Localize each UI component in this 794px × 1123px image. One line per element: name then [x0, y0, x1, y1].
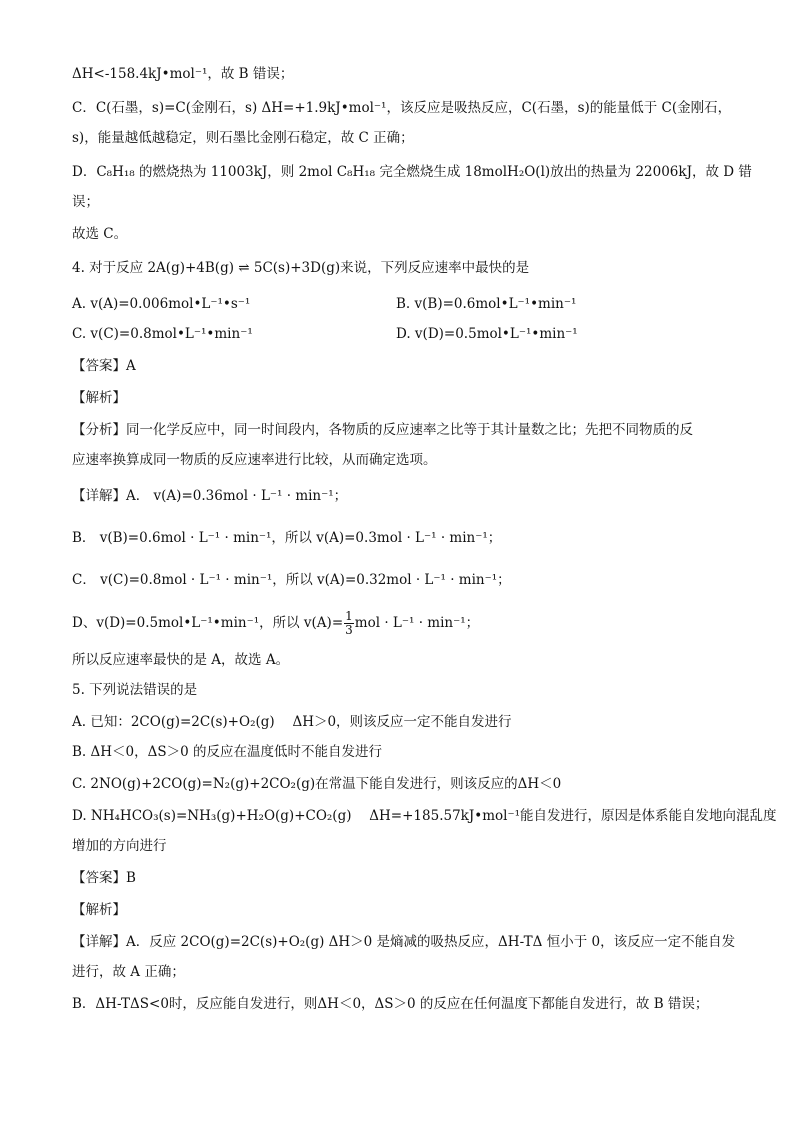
analysis-label: 【解析】 [72, 902, 126, 918]
fraction-numerator: 1 [345, 609, 353, 623]
text-line: ΔH<-158.4kJ•mol⁻¹，故 B 错误； [72, 66, 294, 82]
text-line: 增加的方向进行 [72, 838, 167, 854]
analysis-label: 【解析】 [72, 390, 126, 406]
answer-label: 【答案】A [72, 358, 136, 374]
text-line: 故选 C。 [72, 226, 128, 242]
answer-label: 【答案】B [72, 870, 136, 886]
text-line: D．C₈H₁₈ 的燃烧热为 11003kJ，则 2mol C₈H₁₈ 完全燃烧生成 18molH₂O(l)放出的热量为 22006kJ，故 D 错 [72, 164, 752, 180]
question-4-stem: 4. 对于反应 2A(g)+4B(g) ⇌ 5C(s)+3D(g)来说，下列反应速率中最快的是 [72, 260, 530, 276]
option-c: C. 2NO(g)+2CO(g)=N₂(g)+2CO₂(g)在常温下能自发进行，则该反应的ΔH＜0 [72, 776, 562, 792]
text-line: 所以反应速率最快的是 A，故选 A。 [72, 652, 290, 668]
question-5-stem: 5. 下列说法错误的是 [72, 682, 198, 698]
option-a: A. 已知：2CO(g)=2C(s)+O₂(g) ΔH＞0，则该反应一定不能自发进行 [72, 714, 512, 730]
option-d: D. NH₄HCO₃(s)=NH₃(g)+H₂O(g)+CO₂(g) ΔH=+185.57kJ•mol⁻¹能自发进行，原因是体系能自发地向混乱度 [72, 808, 777, 824]
text-line: s)，能量越低越稳定，则石墨比金刚石稳定，故 C 正确； [72, 130, 414, 146]
text-line: C．C(石墨，s)=C(金刚石，s) ΔH=+1.9kJ•mol⁻¹，该反应是吸热反应，C(石墨，s)的能量低于 C(金刚石， [72, 100, 732, 116]
text-line: 应速率换算成同一物质的反应速率进行比较，从而确定选项。 [72, 452, 437, 468]
option-b: B. v(B)=0.6mol•L⁻¹•min⁻¹ [396, 296, 577, 312]
text-line: 【详解】A． v(A)=0.36mol · L⁻¹ · min⁻¹； [72, 488, 348, 504]
text-line: C． v(C)=0.8mol · L⁻¹ · min⁻¹，所以 v(A)=0.32mol · L⁻¹ · min⁻¹； [72, 572, 511, 588]
text-line: 【详解】A．反应 2CO(g)=2C(s)+O₂(g) ΔH＞0 是熵减的吸热反应，ΔH-TΔ 恒小于 0，该反应一定不能自发 [72, 934, 736, 950]
text-line-with-fraction [72, 610, 479, 637]
option-c: C. v(C)=0.8mol•L⁻¹•min⁻¹ [72, 326, 253, 342]
text-span: D、v(D)=0.5mol•L⁻¹•min⁻¹，所以 v(A)= [72, 615, 344, 631]
text-line: 误； [72, 194, 99, 210]
text-span: mol · L⁻¹ · min⁻¹； [354, 615, 480, 631]
option-d: D. v(D)=0.5mol•L⁻¹•min⁻¹ [396, 326, 578, 342]
fraction-denominator: 3 [345, 623, 353, 637]
option-a: A. v(A)=0.006mol•L⁻¹•s⁻¹ [72, 296, 251, 312]
text-line: 进行，故 A 正确； [72, 964, 185, 980]
text-line: 【分析】同一化学反应中，同一时间段内，各物质的反应速率之比等于其计量数之比；先把不同物质的反 [72, 422, 693, 438]
option-b: B. ΔH＜0，ΔS＞0 的反应在温度低时不能自发进行 [72, 744, 382, 760]
fraction [344, 610, 354, 637]
text-line: B． v(B)=0.6mol · L⁻¹ · min⁻¹，所以 v(A)=0.3mol · L⁻¹ · min⁻¹； [72, 530, 502, 546]
text-line: B．ΔH-TΔS<0时，反应能自发进行，则ΔH＜0，ΔS＞0 的反应在任何温度下都能自发进行，故 B 错误； [72, 996, 709, 1012]
